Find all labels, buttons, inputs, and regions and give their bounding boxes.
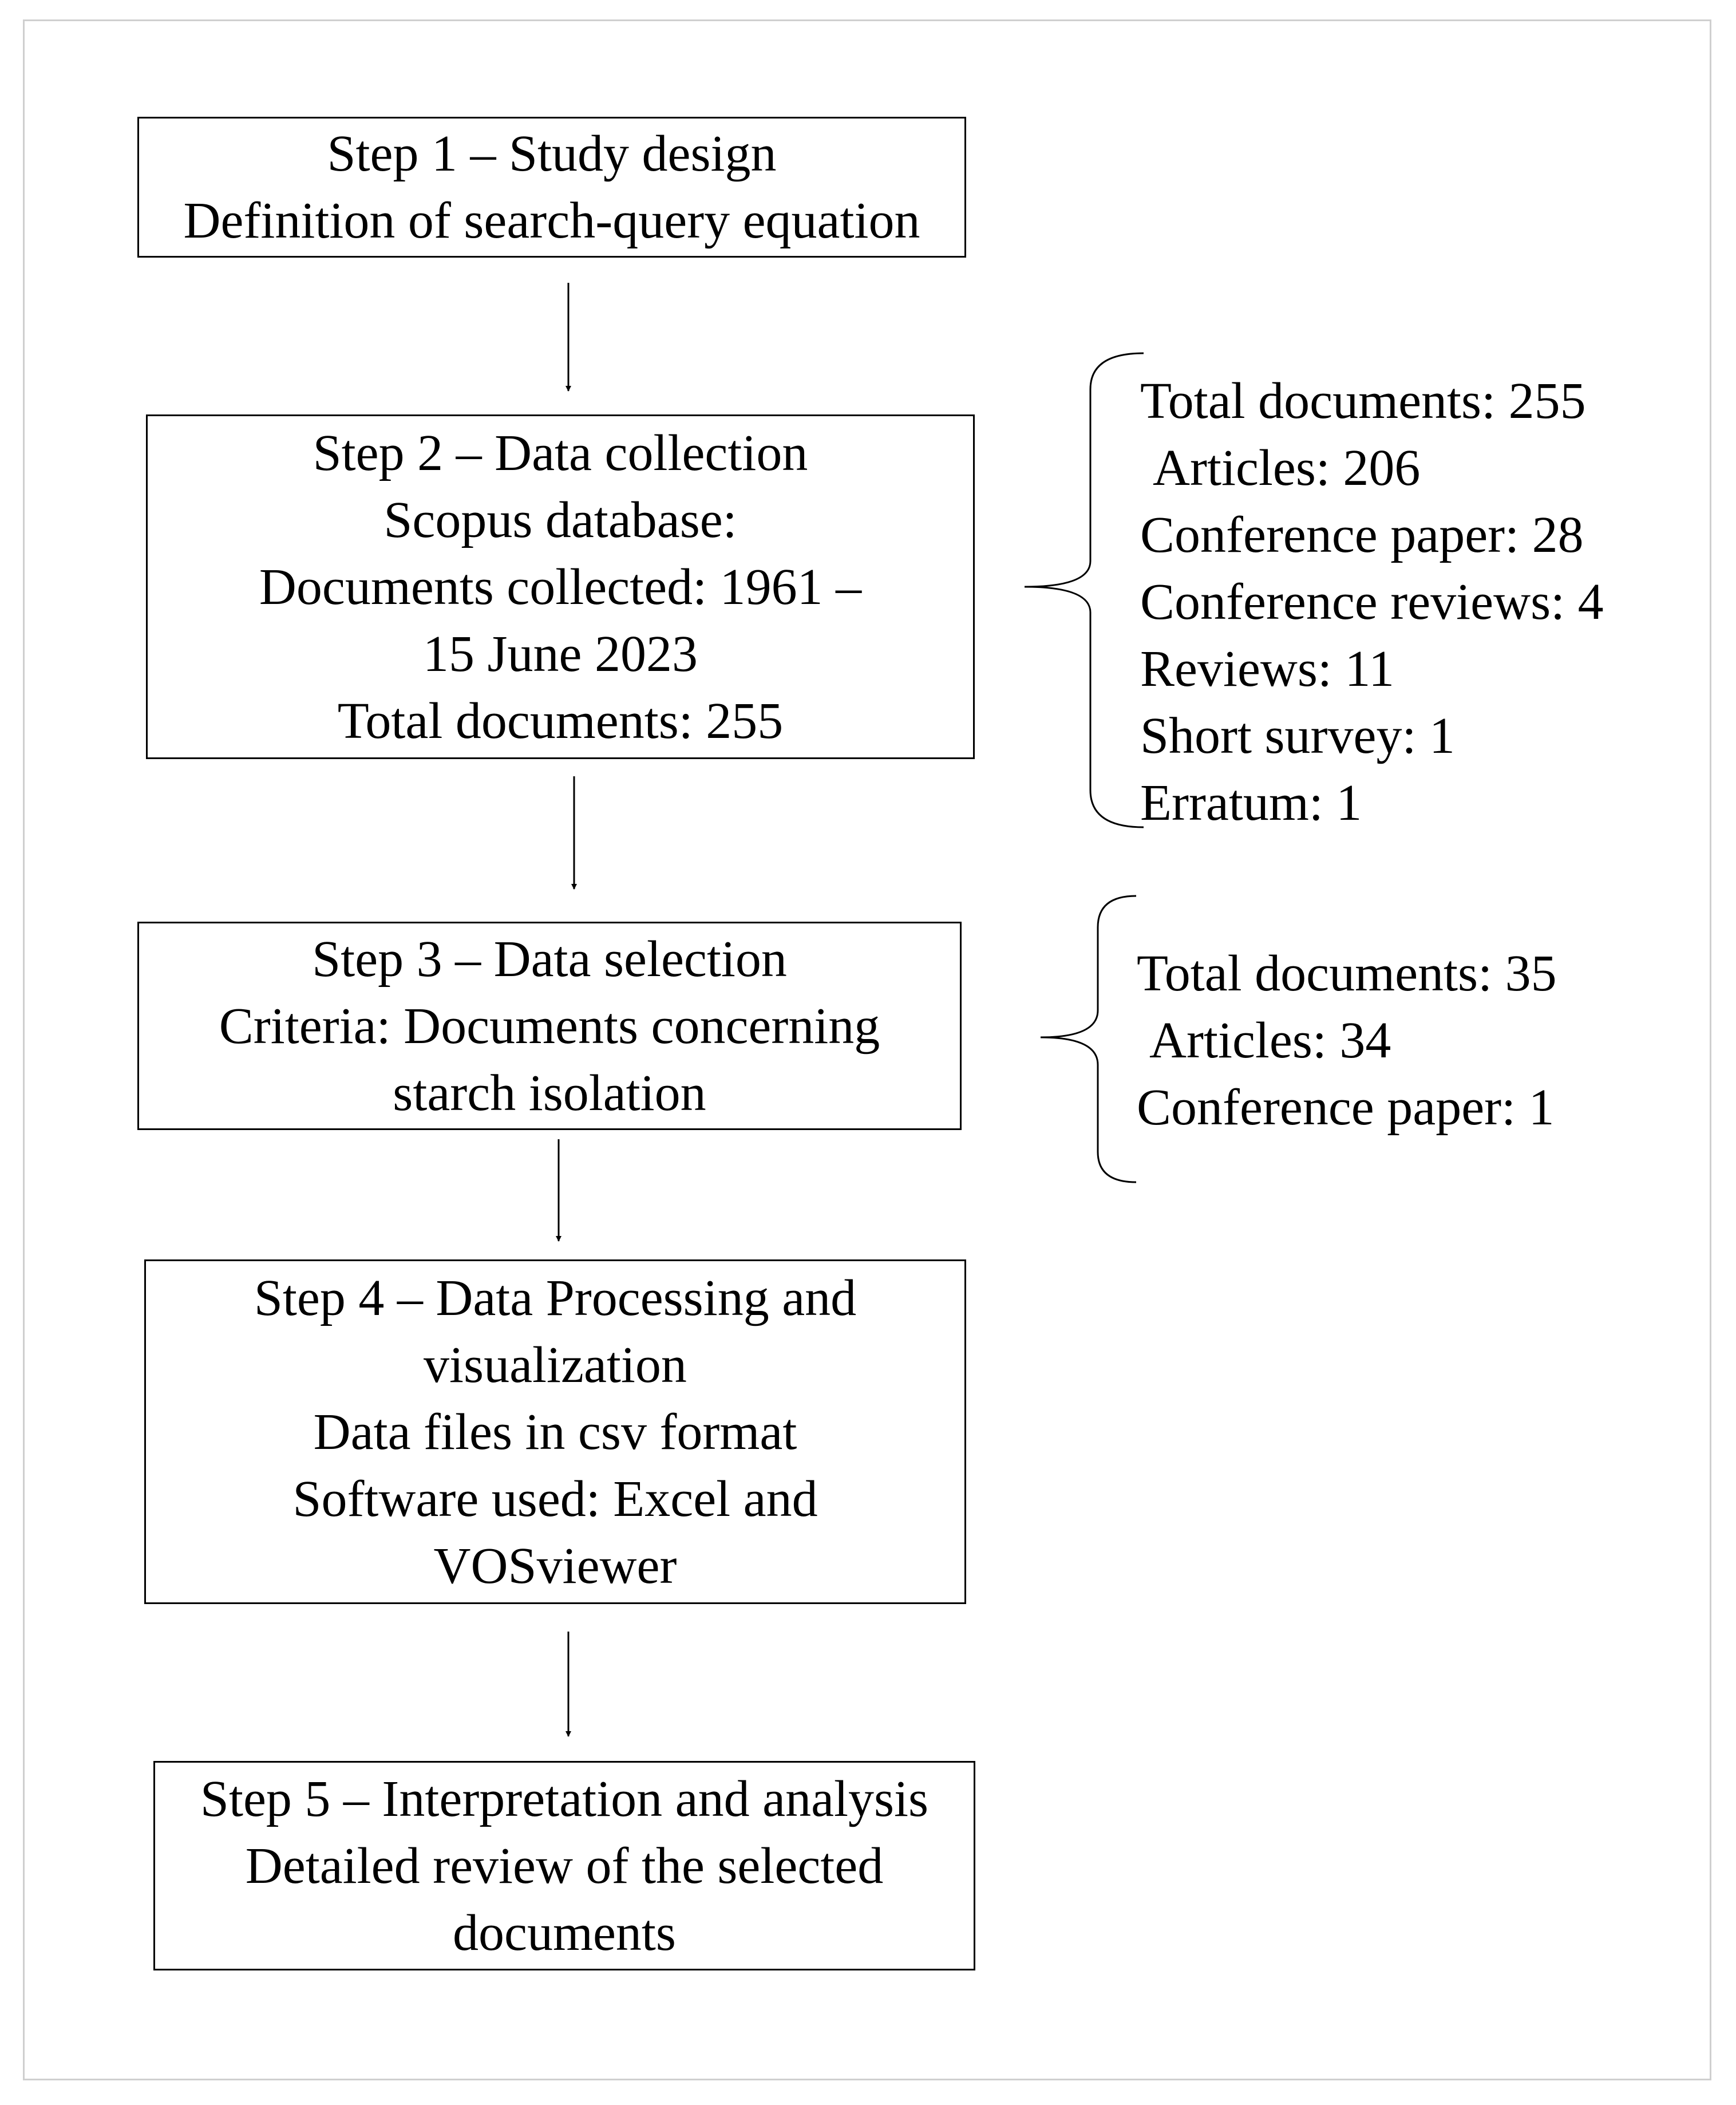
breakdown-item: Conference paper: 28 — [1140, 507, 1584, 563]
step-2-title: Step 2 – Data collection — [313, 424, 808, 481]
step-5-box — [153, 1761, 975, 1970]
step-3-detail: starch isolation — [393, 1064, 706, 1121]
step-3-detail: Criteria: Documents concerning — [219, 997, 880, 1055]
step-3-breakdown-list — [1137, 940, 1557, 1141]
step-1-title: Step 1 – Study design — [327, 125, 777, 182]
breakdown-item: Conference paper: 1 — [1137, 1079, 1555, 1136]
step-4-box — [144, 1259, 966, 1604]
breakdown-item: Reviews: 11 — [1140, 641, 1395, 697]
step-5-detail: documents — [453, 1904, 676, 1961]
breakdown-item: Conference reviews: 4 — [1140, 574, 1604, 630]
breakdown-item: Articles: 34 — [1149, 1012, 1391, 1069]
step-1-detail: Definition of search-query equation — [183, 192, 920, 249]
breakdown-item: Short survey: 1 — [1140, 708, 1455, 764]
step-3-title: Step 3 – Data selection — [312, 930, 787, 988]
step-2-detail: Total documents: 255 — [337, 692, 784, 749]
step-2-box — [146, 414, 975, 759]
step-4-detail: visualization — [424, 1336, 687, 1393]
step-3-box — [137, 922, 962, 1130]
step-4-detail: Software used: Excel and — [292, 1470, 818, 1527]
step-4-detail: Data files in csv format — [313, 1403, 797, 1460]
step-4-detail: VOSviewer — [433, 1537, 677, 1594]
step-2-detail: Scopus database: — [383, 491, 737, 548]
breakdown-item: Erratum: 1 — [1140, 775, 1362, 831]
step-2-breakdown-list — [1140, 368, 1604, 836]
breakdown-item: Articles: 206 — [1153, 440, 1421, 496]
brace-step2 — [1025, 353, 1144, 827]
step-5-detail: Detailed review of the selected — [245, 1837, 884, 1894]
breakdown-item: Total documents: 35 — [1137, 945, 1557, 1002]
breakdown-item: Total documents: 255 — [1140, 373, 1586, 429]
step-4-title: Step 4 – Data Processing and — [254, 1269, 857, 1326]
step-5-title: Step 5 – Interpretation and analysis — [200, 1770, 929, 1827]
brace-step3 — [1041, 896, 1136, 1182]
step-2-detail: 15 June 2023 — [423, 625, 698, 682]
step-1-box — [137, 117, 966, 258]
step-2-detail: Documents collected: 1961 – — [259, 558, 862, 615]
